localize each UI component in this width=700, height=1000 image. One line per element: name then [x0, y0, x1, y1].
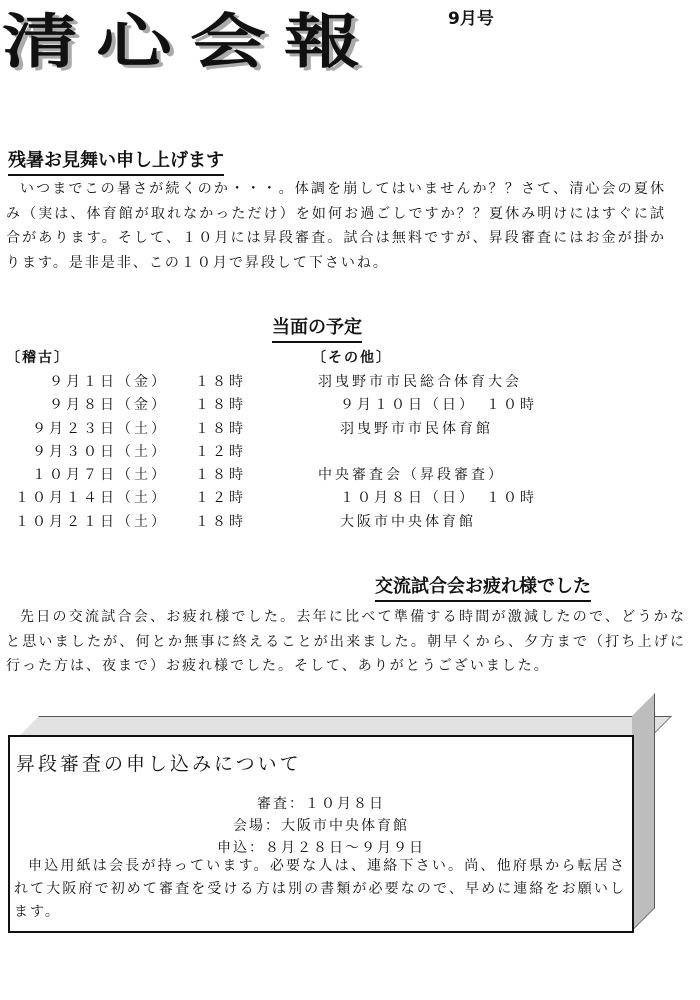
promotion-exam-notice-box: [8, 735, 634, 933]
practice-time: １２時: [195, 490, 246, 507]
event-spacer: [318, 441, 678, 464]
exam-date: 審査：１０月８日: [257, 796, 385, 812]
practice-schedule-list: [0, 371, 300, 534]
application-period: 申込：８月２８日～９月９日: [217, 840, 425, 856]
practice-time: １８時: [195, 397, 246, 414]
practice-row: [0, 394, 300, 417]
practice-date: １０月１４日（土）: [15, 490, 168, 507]
newsletter-title: 清心会報: [2, 6, 378, 76]
practice-row: [0, 418, 300, 441]
event-venue: 羽曳野市市民体育館: [340, 420, 493, 437]
practice-time: １８時: [195, 467, 246, 484]
practice-time: １８時: [195, 374, 246, 390]
event-name: 中央審査会（昇段審査）: [318, 467, 505, 484]
practice-date: １０月２１日（土）: [15, 513, 168, 530]
friendly-match-heading: 交流試合会お疲れ様でした: [375, 572, 591, 602]
other-events-label: 〔その他〕: [312, 350, 392, 366]
practice-label: 〔稽古〕: [6, 350, 70, 366]
schedule-heading: 当面の予定: [272, 313, 362, 343]
practice-date: ９月２３日（土）: [32, 420, 168, 437]
event-venue: 大阪市中央体育館: [340, 513, 476, 530]
practice-date: ９月３０日（土）: [32, 443, 168, 460]
greeting-paragraph: いつまでこの暑さが続くのか・・・。体調を崩してはいませんか？？さて、清心会の夏休み（実は、体育館が取れなかっただけ）を如何お過ごしですか？？夏休み明けにはすぐに試合があります。そして、１０月には昇段審査。試合は無料ですが、昇段審査にはお金が掛かります。是非是非、この１０月で昇段して下さいね。: [6, 181, 666, 271]
practice-row: [0, 487, 300, 510]
event-datetime: １０月８日（日） １０時: [340, 490, 537, 507]
practice-time: １８時: [195, 420, 246, 437]
practice-row: [0, 464, 300, 487]
practice-date: １０月７日（土）: [32, 467, 168, 484]
practice-time: １８時: [195, 513, 246, 530]
greeting-heading: 残暑お見舞い申し上げます: [8, 146, 224, 176]
other-events-list: [318, 371, 678, 534]
notice-title: 昇段審査の申し込みについて: [16, 753, 302, 775]
issue-label: 9月号: [448, 9, 494, 29]
practice-row: [0, 511, 300, 534]
notice-body: 申込用紙は会長が持っています。必要な人は、連絡下さい。尚、他府県から転居されて大阪府で初めて審査を受ける方は別の書類が必要なので、早めに連絡をお願いします。: [14, 858, 626, 920]
practice-row: [0, 441, 300, 464]
box-bevel-top: [18, 716, 672, 737]
event-name: 羽曳野市市民総合体育大会: [318, 374, 522, 390]
practice-row: [0, 371, 300, 394]
practice-time: １２時: [195, 443, 246, 460]
event-datetime: ９月１０日（日） １０時: [340, 397, 537, 414]
practice-date: ９月１日（金）: [49, 374, 168, 390]
friendly-match-paragraph: 先日の交流試合会、お疲れ様でした。去年に比べて準備する時間が激減したので、どうかなと思いましたが、何とか無事に終えることが出来ました。朝早くから、夕方まで（打ち上げに行った方は、夜まで）お疲れ様でした。そして、ありがとうございました。: [6, 609, 686, 674]
box-bevel-right: [632, 693, 655, 931]
exam-venue: 会場：大阪市中央体育館: [233, 818, 409, 834]
practice-date: ９月８日（金）: [49, 397, 168, 414]
